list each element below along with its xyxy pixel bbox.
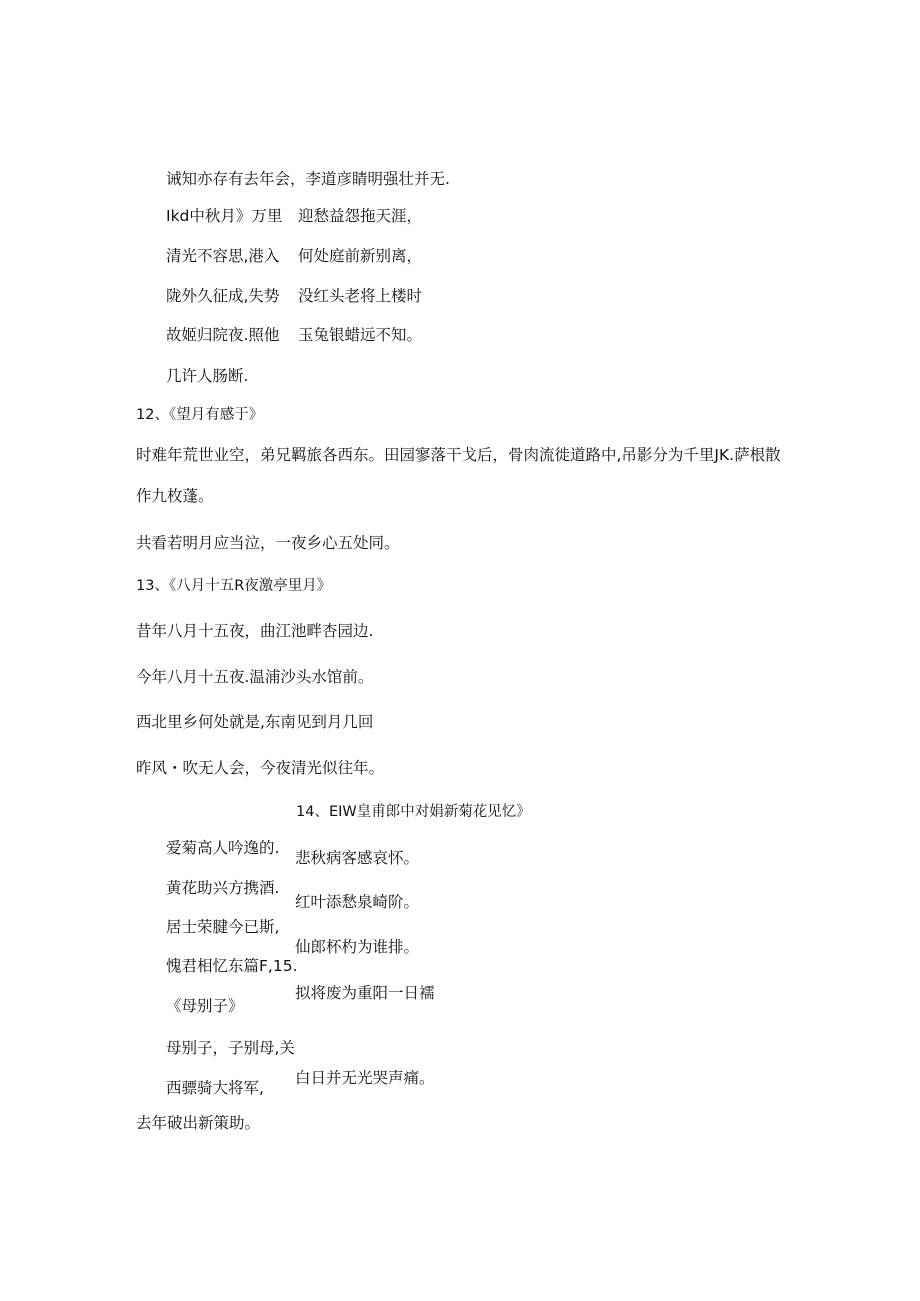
text-line-right: 没红头老将上楼时 xyxy=(298,287,423,305)
text-line-left: 故姬归院夜.照他 xyxy=(166,326,280,344)
text-line: 时难年荒世业空，弟兄羁旅各西东。田园寥落干戈后，骨肉流徙道路中,吊影分为千里JK.萨根散 xyxy=(136,446,781,464)
text-line-left: 黄花助兴方携酒. xyxy=(166,879,280,897)
text-line-right: 玉兔银蜡远不知。 xyxy=(298,326,423,344)
text-line-right: 悲秋病客感哀怀。 xyxy=(295,849,420,867)
text-line: 作九枚蓬。 xyxy=(136,487,214,505)
text-line: 昔年八月十五夜，曲江池畔杏园边. xyxy=(136,622,374,640)
text-line-left: 西骠骑大将军, xyxy=(166,1079,264,1097)
text-line: 共看若明月应当泣，一夜乡心五处同。 xyxy=(136,534,400,552)
text-line-left: 爱菊高人吟逸的. xyxy=(166,839,280,857)
text-line-right: 迎愁益怨拖天涯， xyxy=(298,207,423,225)
text-line-right: 仙郎杯杓为谁排。 xyxy=(295,938,420,956)
text-line-left: 母别子，子别母,关 xyxy=(166,1039,295,1057)
text-line: 诫知亦存有去年会，李道彦睛明强壮并无. xyxy=(166,170,450,188)
text-line: 西北里乡何处就是,东南见到月几回 xyxy=(136,713,374,731)
poem-title: 《母别子》 xyxy=(166,997,244,1015)
text-line-left: 居士荣腱今已斯, xyxy=(166,918,280,936)
poem-heading: 12、《望月有感于》 xyxy=(136,407,264,423)
text-line-left: 几许人肠断. xyxy=(166,367,249,385)
text-line: 去年破出新策助。 xyxy=(136,1114,261,1132)
text-line-left: Ikd中秋月》万里 xyxy=(166,207,283,225)
text-line-left: 愧君相忆东篇F,15. xyxy=(166,957,298,975)
poem-heading: 14、EIW皇甫郎中对娟新菊花见忆》 xyxy=(296,804,531,820)
text-line: 今年八月十五夜.温浦沙头水馆前。 xyxy=(136,668,374,686)
text-line-right: 何处庭前新别离， xyxy=(298,247,423,265)
text-line-left: 清光不容思,港入 xyxy=(166,247,280,265)
poem-heading: 13、《八月十五R夜激亭里月》 xyxy=(136,578,332,594)
text-line-right: 拟将废为重阳一日襦 xyxy=(295,984,435,1002)
text-line-right: 白日并无光哭声痛。 xyxy=(295,1069,435,1087)
text-line-right: 红叶添愁泉崎阶。 xyxy=(295,893,420,911)
text-line-left: 陇外久征成,失势 xyxy=(166,287,280,305)
text-line: 昨风・吹无人会，今夜清光似往年。 xyxy=(136,759,385,777)
